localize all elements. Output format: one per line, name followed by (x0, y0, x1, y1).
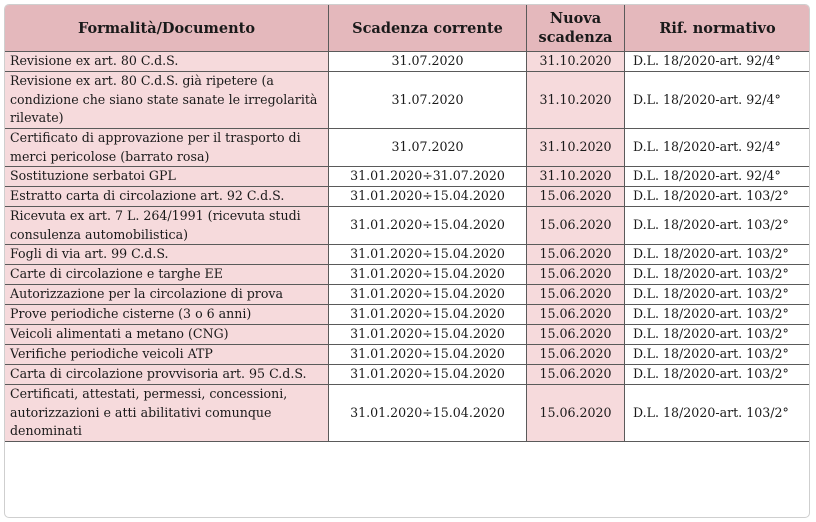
cell-new-deadline: 15.06.2020 (527, 285, 625, 305)
cell-reference: D.L. 18/2020-art. 103/2° (625, 207, 811, 245)
cell-new-deadline: 31.10.2020 (527, 167, 625, 187)
cell-reference: D.L. 18/2020-art. 103/2° (625, 385, 811, 442)
table-row (5, 285, 811, 305)
cell-current-deadline: 31.01.2020÷15.04.2020 (329, 345, 527, 365)
cell-new-deadline: 15.06.2020 (527, 305, 625, 325)
table-row (5, 72, 811, 129)
cell-document: Carte di circolazione e targhe EE (5, 265, 329, 285)
cell-new-deadline: 15.06.2020 (527, 325, 625, 345)
cell-current-deadline: 31.07.2020 (329, 129, 527, 167)
table-row (5, 325, 811, 345)
cell-reference: D.L. 18/2020-art. 103/2° (625, 245, 811, 265)
cell-document: Fogli di via art. 99 C.d.S. (5, 245, 329, 265)
header-new-deadline: Nuova scadenza (527, 5, 625, 52)
cell-reference: D.L. 18/2020-art. 103/2° (625, 325, 811, 345)
cell-reference: D.L. 18/2020-art. 103/2° (625, 365, 811, 385)
cell-document: Prove periodiche cisterne (3 o 6 anni) (5, 305, 329, 325)
cell-reference: D.L. 18/2020-art. 103/2° (625, 285, 811, 305)
cell-document: Revisione ex art. 80 C.d.S. (5, 52, 329, 72)
table-row (5, 385, 811, 442)
cell-current-deadline: 31.01.2020÷15.04.2020 (329, 325, 527, 345)
cell-reference: D.L. 18/2020-art. 103/2° (625, 187, 811, 207)
cell-new-deadline: 31.10.2020 (527, 72, 625, 129)
cell-reference: D.L. 18/2020-art. 92/4° (625, 129, 811, 167)
table-row (5, 187, 811, 207)
cell-current-deadline: 31.01.2020÷15.04.2020 (329, 187, 527, 207)
table-header-row (5, 5, 811, 52)
cell-new-deadline: 31.10.2020 (527, 129, 625, 167)
table-row (5, 365, 811, 385)
cell-current-deadline: 31.01.2020÷15.04.2020 (329, 207, 527, 245)
cell-document: Sostituzione serbatoi GPL (5, 167, 329, 187)
table-row (5, 245, 811, 265)
cell-current-deadline: 31.01.2020÷15.04.2020 (329, 385, 527, 442)
cell-new-deadline: 15.06.2020 (527, 365, 625, 385)
cell-reference: D.L. 18/2020-art. 103/2° (625, 305, 811, 325)
table-row (5, 129, 811, 167)
header-current-deadline: Scadenza corrente (329, 5, 527, 52)
cell-document: Certificato di approvazione per il trasporto di merci pericolose (barrato rosa) (5, 129, 329, 167)
cell-current-deadline: 31.01.2020÷15.04.2020 (329, 245, 527, 265)
table-row (5, 167, 811, 187)
cell-current-deadline: 31.01.2020÷31.07.2020 (329, 167, 527, 187)
cell-document: Veicoli alimentati a metano (CNG) (5, 325, 329, 345)
cell-reference: D.L. 18/2020-art. 92/4° (625, 52, 811, 72)
cell-new-deadline: 31.10.2020 (527, 52, 625, 72)
table-row (5, 207, 811, 245)
cell-new-deadline: 15.06.2020 (527, 265, 625, 285)
table-row (5, 345, 811, 365)
cell-document: Verifiche periodiche veicoli ATP (5, 345, 329, 365)
cell-document: Carta di circolazione provvisoria art. 95 C.d.S. (5, 365, 329, 385)
cell-new-deadline: 15.06.2020 (527, 187, 625, 207)
cell-document: Revisione ex art. 80 C.d.S. già ripetere (a condizione che siano state sanate le irregolarità rilevate) (5, 72, 329, 129)
header-document: Formalità/Documento (5, 5, 329, 52)
cell-reference: D.L. 18/2020-art. 92/4° (625, 167, 811, 187)
cell-document: Certificati, attestati, permessi, concessioni, autorizzazioni e atti abilitativi comunque denominati (5, 385, 329, 442)
cell-reference: D.L. 18/2020-art. 103/2° (625, 345, 811, 365)
cell-reference: D.L. 18/2020-art. 92/4° (625, 72, 811, 129)
cell-document: Autorizzazione per la circolazione di prova (5, 285, 329, 305)
cell-current-deadline: 31.07.2020 (329, 52, 527, 72)
table-row (5, 265, 811, 285)
cell-new-deadline: 15.06.2020 (527, 245, 625, 265)
deadlines-table-frame (4, 4, 810, 518)
cell-document: Ricevuta ex art. 7 L. 264/1991 (ricevuta studi consulenza automobilistica) (5, 207, 329, 245)
deadlines-table (4, 4, 810, 442)
table-row (5, 305, 811, 325)
header-reference: Rif. normativo (625, 5, 811, 52)
cell-current-deadline: 31.07.2020 (329, 72, 527, 129)
cell-current-deadline: 31.01.2020÷15.04.2020 (329, 265, 527, 285)
cell-current-deadline: 31.01.2020÷15.04.2020 (329, 365, 527, 385)
cell-current-deadline: 31.01.2020÷15.04.2020 (329, 285, 527, 305)
cell-reference: D.L. 18/2020-art. 103/2° (625, 265, 811, 285)
cell-document: Estratto carta di circolazione art. 92 C.d.S. (5, 187, 329, 207)
cell-new-deadline: 15.06.2020 (527, 207, 625, 245)
cell-current-deadline: 31.01.2020÷15.04.2020 (329, 305, 527, 325)
cell-new-deadline: 15.06.2020 (527, 345, 625, 365)
cell-new-deadline: 15.06.2020 (527, 385, 625, 442)
table-row (5, 52, 811, 72)
